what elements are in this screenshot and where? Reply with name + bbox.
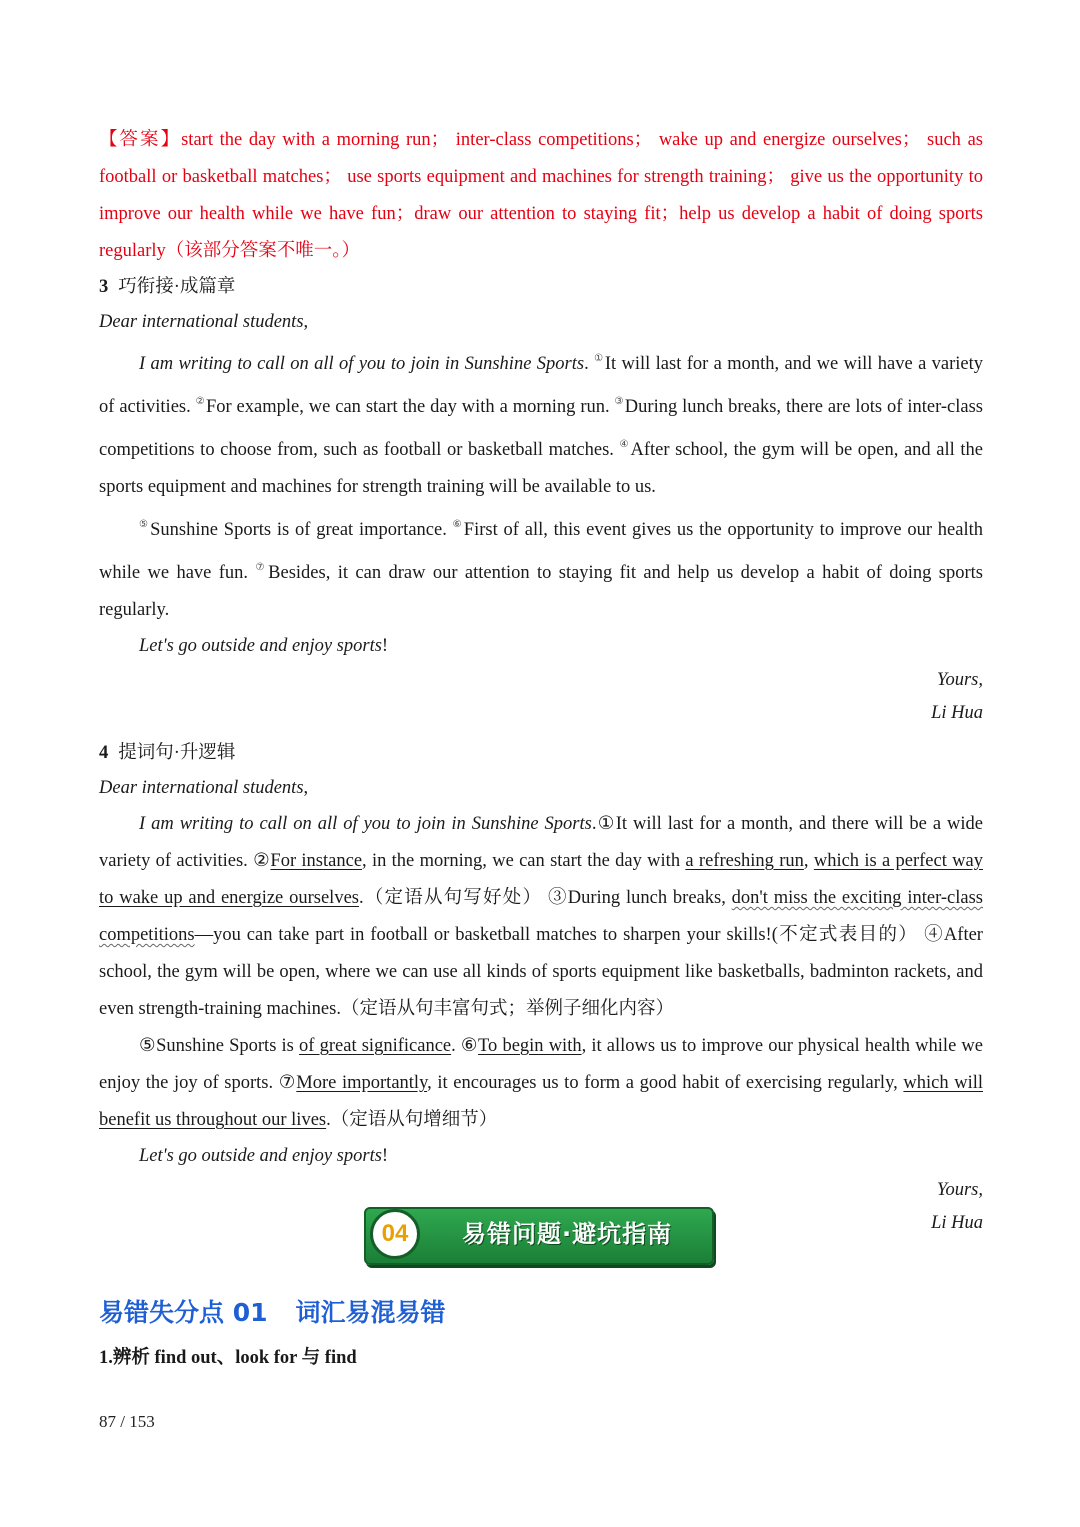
section-3-paragraph-2 <box>99 506 983 629</box>
sentence-2: For example, we can start the day with a morning run. <box>205 397 610 417</box>
sentence-1: It will last for a month, and we will have a variety of activities. <box>99 354 984 417</box>
letter-lead: I am writing to call on all of you to join in Sunshine Sports <box>139 814 592 834</box>
section-3-title: 巧衔接·成篇章 <box>118 277 236 297</box>
letter-lead: I am writing to call on all of you to join in Sunshine Sports <box>139 354 585 374</box>
sentence-marker: ③ <box>614 396 624 407</box>
section-4-number: 4 <box>99 743 109 763</box>
pitfall-heading <box>99 1293 446 1329</box>
item-prefix: 1.辨析 <box>99 1348 155 1368</box>
closing-mark: ! <box>381 1146 389 1166</box>
underlined-phrase: More importantly <box>296 1073 428 1093</box>
sentence-5-end: . <box>451 1036 461 1056</box>
section-4-signature: Li Hua <box>931 1213 983 1233</box>
sentence-marker: ⑥ <box>452 519 463 530</box>
grammar-note: （定语从句写好处） <box>363 888 543 908</box>
sentence-4: After school, the gym will be open, and all the sports equipment and machines for strength training will be available to us. <box>99 440 983 497</box>
underlined-phrase: To begin with <box>478 1036 582 1056</box>
sentence-marker: ⑦ <box>255 562 268 573</box>
sentence-marker: ① <box>594 353 604 364</box>
closing-mark: ! <box>381 636 389 656</box>
greeting-comma: , <box>303 778 309 798</box>
sentence-7: Besides, it can draw our attention to staying fit and help us develop a habit of doing sports regularly. <box>99 563 984 620</box>
lead-period: . <box>591 814 597 834</box>
section-4-closing <box>99 1139 983 1174</box>
underlined-clause: which will benefit us throughout our lives <box>99 1073 983 1130</box>
underlined-clause: which is a perfect way to wake up and energize ourselves <box>99 851 984 908</box>
sentence-7-end: . <box>326 1110 331 1130</box>
greeting-text: Dear international students <box>99 778 304 798</box>
sentence-2-number: ② <box>253 851 271 871</box>
section-3-yours: Yours, <box>936 670 983 690</box>
sentence-5: Sunshine Sports is of great importance. <box>150 520 447 540</box>
sentence-3-number: ③ <box>548 888 568 908</box>
grammar-note: （定语从句丰富句式；举例子细化内容） <box>340 999 674 1019</box>
sentence-6-text: , it allows us to improve our physical health while we enjoy the joy of sports. <box>99 1036 984 1093</box>
section-3-paragraph-1 <box>99 340 983 506</box>
closing-text: Let's go outside and enjoy sports <box>139 1146 382 1166</box>
sentence-3-rest: —you can take part in football or basketball matches to sharpen your skills! <box>194 925 772 945</box>
section-4-heading <box>99 736 983 771</box>
section-4-greeting <box>99 771 983 806</box>
sentence-2-text: , in the morning, we can start the day with <box>362 851 686 871</box>
wavy-underlined-phrase: don't miss the exciting inter-class competitions <box>99 888 983 945</box>
sentence-1: ①It will last for a month, and there will be a wide variety of activities. <box>99 814 983 871</box>
section-3-heading <box>99 270 983 305</box>
pitfall-title: 易错失分点 01 <box>99 1298 268 1327</box>
greeting-comma: , <box>303 312 309 332</box>
grammar-note: (不定式表目的） <box>771 925 919 945</box>
section-4-yours: Yours, <box>936 1180 983 1200</box>
section-banner <box>364 1207 714 1265</box>
underlined-phrase: a refreshing run <box>685 851 804 871</box>
section-4-title: 提词句·升逻辑 <box>118 743 236 763</box>
sentence-3-text: During lunch breaks, <box>567 888 732 908</box>
answer-paragraph <box>99 122 983 270</box>
answer-tag: 【答案】 <box>99 130 182 150</box>
sentence-marker: ④ <box>619 439 630 450</box>
page-number: 87 / 153 <box>99 1412 155 1431</box>
sentence-4: ④After school, the gym will be open, where we can use all kinds of sports equipment like basketballs, badminton rackets, and even strength-training machines. <box>99 925 983 1019</box>
banner-title: 易错问题·避坑指南 <box>462 1220 673 1248</box>
section-3-number: 3 <box>99 277 109 297</box>
sentence-6-number: ⑥ <box>460 1036 479 1056</box>
section-4-paragraph-2 <box>99 1028 983 1139</box>
page-content <box>99 122 983 1240</box>
section-3-closing <box>99 629 983 664</box>
closing-text: Let's go outside and enjoy sports <box>139 636 382 656</box>
sentence-5-text: ⑤Sunshine Sports is <box>139 1036 300 1056</box>
section-3-greeting <box>99 305 983 340</box>
sentence-marker: ⑤ <box>139 519 150 530</box>
greeting-text: Dear international students <box>99 312 304 332</box>
section-4-paragraph-1 <box>99 806 983 1028</box>
sentence-7-number: ⑦ <box>278 1073 297 1093</box>
section-3-signature: Li Hua <box>931 703 983 723</box>
lead-period: . <box>584 354 589 374</box>
sentence-3: During lunch breaks, there are lots of inter-class competitions to choose from, such as football or basketball matches. <box>99 397 983 460</box>
underlined-phrase: For instance <box>270 851 363 871</box>
sentence-7-text: , it encourages us to form a good habit of exercising regularly, <box>427 1073 904 1093</box>
banner-number: 04 <box>370 1209 420 1259</box>
pitfall-item <box>99 1344 357 1372</box>
sentence-marker: ② <box>195 396 205 407</box>
sentence-2-comma: , <box>803 851 814 871</box>
underlined-phrase: of great significance <box>299 1036 452 1056</box>
sentence-6: First of all, this event gives us the opportunity to improve our health while we have fun. <box>99 520 983 583</box>
sentence-2-end: . <box>358 888 364 908</box>
item-text: find out、look for 与 find <box>154 1348 357 1368</box>
grammar-note: （定语从句增细节） <box>330 1110 498 1130</box>
pitfall-subtitle: 词汇易混易错 <box>295 1298 446 1327</box>
answer-text: start the day with a morning run； inter-class competitions； wake up and energize ourselves； such as football or basketball matches； use sports equipment and machines for strength training； give us the opportunity to improve our health while we have fun；draw our attention to staying fit；help us develop a habit of doing sports regularly（该部分答案不唯一。） <box>99 130 983 261</box>
